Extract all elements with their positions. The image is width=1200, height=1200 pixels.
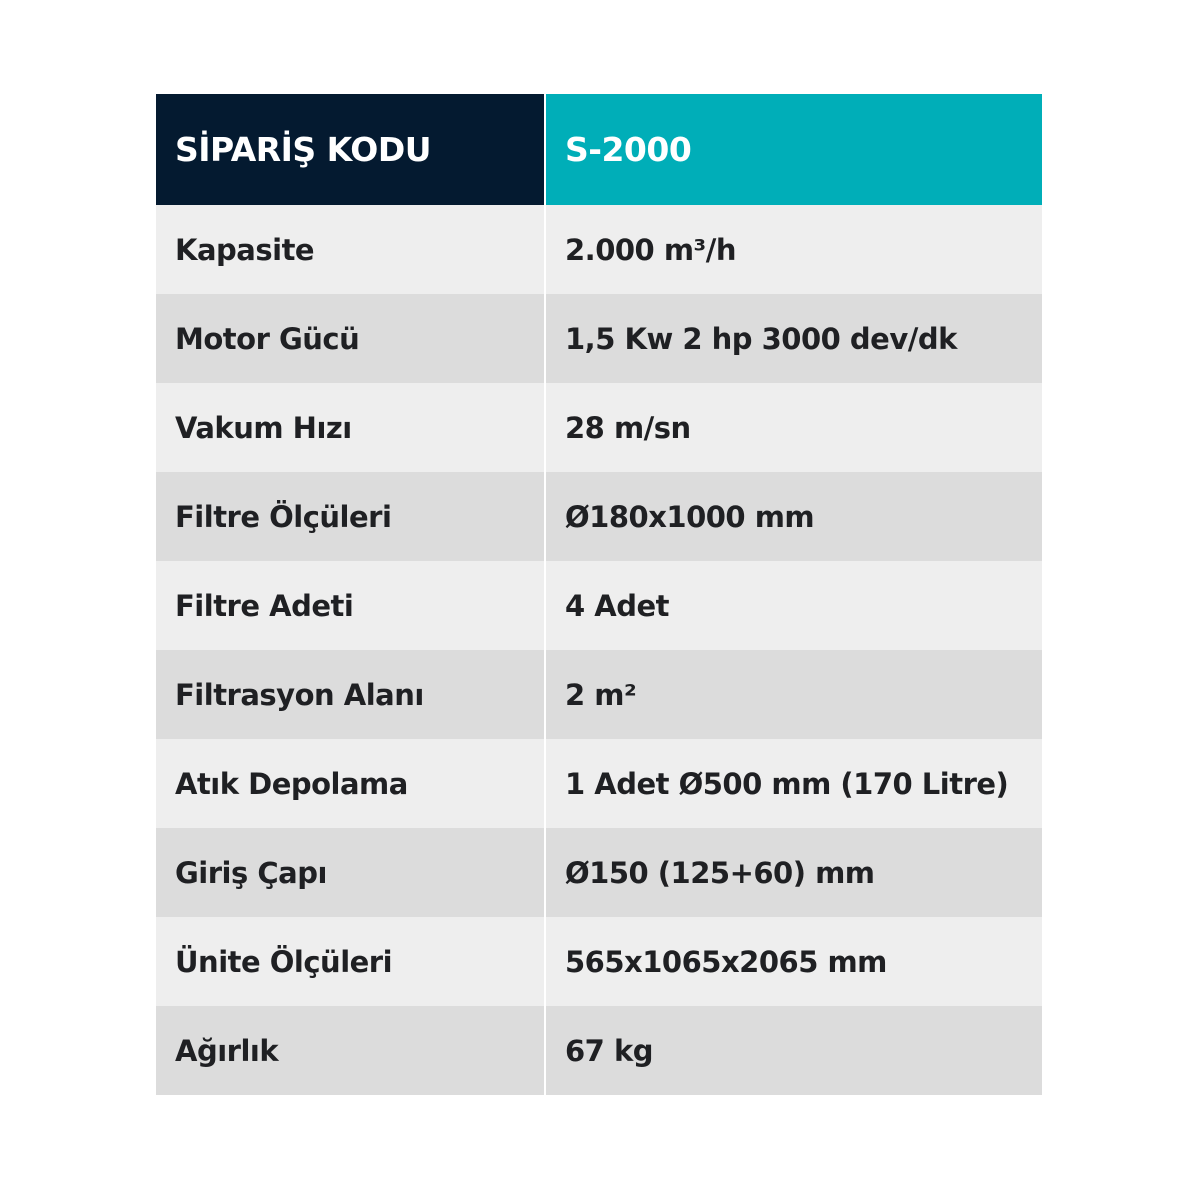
row-value: 2 m² (545, 650, 1042, 739)
order-code-value: S-2000 (545, 94, 1042, 205)
row-value: 28 m/sn (545, 383, 1042, 472)
table-row (156, 383, 1042, 472)
table-row (156, 472, 1042, 561)
row-label: Filtre Adeti (156, 561, 545, 650)
order-code-label: SİPARİŞ KODU (156, 94, 545, 205)
table-row (156, 294, 1042, 383)
row-label: Filtre Ölçüleri (156, 472, 545, 561)
row-value: Ø180x1000 mm (545, 472, 1042, 561)
row-label: Kapasite (156, 205, 545, 294)
row-value: 565x1065x2065 mm (545, 917, 1042, 1006)
table-row (156, 739, 1042, 828)
table-row (156, 828, 1042, 917)
row-label: Motor Gücü (156, 294, 545, 383)
row-value: 1,5 Kw 2 hp 3000 dev/dk (545, 294, 1042, 383)
row-value: 2.000 m³/h (545, 205, 1042, 294)
row-label: Atık Depolama (156, 739, 545, 828)
row-label: Giriş Çapı (156, 828, 545, 917)
row-label: Ağırlık (156, 1006, 545, 1095)
table-row (156, 1006, 1042, 1095)
table-row (156, 561, 1042, 650)
row-label: Vakum Hızı (156, 383, 545, 472)
row-value: Ø150 (125+60) mm (545, 828, 1042, 917)
row-value: 4 Adet (545, 561, 1042, 650)
spec-table (156, 94, 1042, 1095)
row-label: Filtrasyon Alanı (156, 650, 545, 739)
table-row (156, 205, 1042, 294)
table-row (156, 650, 1042, 739)
table-row (156, 917, 1042, 1006)
row-value: 1 Adet Ø500 mm (170 Litre) (545, 739, 1042, 828)
row-label: Ünite Ölçüleri (156, 917, 545, 1006)
table-header-row (156, 94, 1042, 205)
row-value: 67 kg (545, 1006, 1042, 1095)
